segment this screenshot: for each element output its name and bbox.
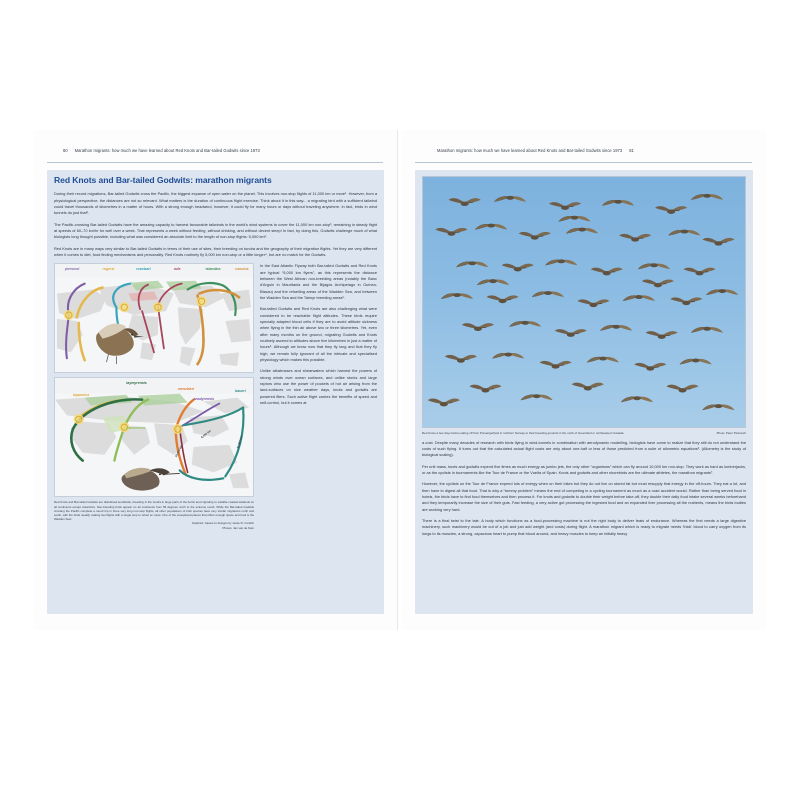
- figure-graphics-credit: Graphics: based on designs by Jesse R. Conklin: [191, 521, 254, 526]
- subspecies-label-piersmai: piersmai: [64, 266, 80, 271]
- folio-right: 81: [629, 148, 634, 153]
- photo-credit: Photo: Peter Prokosch: [716, 430, 746, 435]
- paragraph: In the East Atlantic Flyway both Bar-tailed Godwits and Red Knots are typical “5,000 km flyers”, as this represents the distance between the West African non-breeding areas (notably the Banc d'Arguin in Mauritania and the Bijagós Archipelago in Guinea-Bissau) and the refuelling areas of the Wadden Sea, and between the Wadden Sea and the Taimyr breeding areas⁵.: [260, 263, 377, 301]
- left-page: [33, 130, 398, 630]
- distance-label-10000km: 10,000 km: [173, 444, 184, 459]
- article-title: Red Knots and Bar-tailed Godwits: marathon migrants: [54, 175, 272, 185]
- article-panel-left: [47, 170, 384, 614]
- paragraph: Unlike albatrosses and shearwaters which harvest the powers of strong winds over ocean surfaces, and unlike storks and large raptors who use the power of pockets of hot air arising from the land-surfaces on nice weather days, knots and godwits are powered fliers. Such active flight carries the benefits of speed and self-control, but it comes at: [260, 368, 377, 405]
- subspecies-label-menzbieri: menzbieri: [177, 386, 195, 391]
- red-knot-migration-figure: [54, 263, 254, 373]
- subspecies-label-roselaari: roselaari: [136, 266, 151, 271]
- subspecies-label-taymyrensis: taymyrensis: [126, 380, 147, 385]
- photo-caption: Red Knots a few days before taking off from Porsangerfjord in northern Norway to their breeding grounds in the north of Greenland or northeastern Canada.: [422, 430, 625, 435]
- paragraph: During their record migrations, Bar-tailed Godwits cross the Pacific, the biggest expanse of open water on the planet. This involves non-stop flights of 11,000 km or more¹. However, from a physiological perspective, the distances are not so relevant. What matters is the duration of continuous flight exercise. Think about it in this way... a migrating bird with a sufficient tailwind could travel thousands of kilometres in a matter of hours. With a strong enough headwind, however, it could fly for many hours or days without traveling anywhere. In fact, birds in wind tunnels do just that².: [54, 191, 377, 216]
- paragraph: Bar-tailed Godwits and Red Knots are also challenging what were considered to be reachable flight altitudes. These birds require specially adapted blood cells if they are to avoid altitude sickness when flying in the thin air above two or three kilometres. Yet, even after many months on the ground, migrating Godwits and Knots routinely ascend to altitudes above five kilometres in just a matter of hours⁶. Although we know now that they fly long and that they fly high, we remain fully ignorant of all the intricate and specialised physiology which makes this possible.: [260, 306, 377, 362]
- godwit-map-canvas: [55, 378, 253, 496]
- running-head-left: [47, 148, 383, 163]
- article-panel-right: [415, 170, 753, 614]
- subspecies-label-islandica: islandica: [205, 266, 221, 271]
- figure-photos-credit: Photos: Jan van de Kam: [222, 525, 254, 530]
- distance-label-11000km: 11,000 km: [235, 434, 244, 449]
- figure-caption: Red Knots and Bar-tailed Godwits are distributed worldwide, breeding in the tundra in large parts of the Arctic and migrating to suitable coastal wetlands on all continents except Antarctica. Non-breeding birds appear on all continents from 55 degrees north to the extreme south. While the Bar-tailed Godwits crossing the Pacific complete a round trip in three very long non-stop flights, all other populations of both species have very similar migrations north and south, with the birds usually making two flights with a single stop to refuel en route. One of the exceptional places that offers enough space and food is the Wadden Sea!: [54, 500, 254, 522]
- paragraph: There is a final twist to the tale. A body which functions as a food-processing machine is not the right body to deliver feats of endurance. Whereas the first needs a large digestive machinery, such machinery would be out of a job and just add weight (and costs) during flight. A marathon migrant which is ready to migrate needs 'thick' blood to carry oxygen from its lungs to its muscles, a strong, capacious heart to pump that blood around, and heavy muscles to keep an initially heavy: [422, 518, 746, 536]
- paragraph: a cost. Despite many decades of research with birds flying in wind-tunnels in combination with aerodynamic modelling, biologists have come to realize that they still do not understand the costs of such flying. It turns out that the calculated actual flight costs are only about one-half or less of those predicted from a suite of allometric equations². (Allometry is the study of biological scaling).: [422, 439, 746, 458]
- subspecies-label-yamalensis: yamalensis: [126, 425, 146, 430]
- folio-left: 80: [63, 148, 68, 153]
- paragraph: Red Knots are in many ways very similar to Bar-tailed Godwits in terms of their use of sites, their breeding on tundra and the geography of their migration flights. Yet they are very different when it comes to diet, food finding mechanisms and personality. Red Knots routinely fly 5,000 km non-stop or a little longer⁴, but are no match for the Godwits.: [54, 245, 377, 258]
- red-knot-map-canvas: [55, 264, 253, 372]
- subspecies-label-canutus: canutus: [235, 266, 249, 271]
- text-column: [260, 263, 377, 411]
- paragraph: However, the cyclists on the Tour de France expend lots of energy when on their bikes but they do not live on stored fat but must resupply that energy in the off-hours. They eat a lot, and then have to digest all that food. That is why a “tummy problem” means the end of competing in a cycling tournament as much as a road accident would. Rather than being served food in hotels, the birds have to find food themselves and then process it. For knots and godwits to double their weight before take-off, they double their daily food intake several weeks beforehand and they temporarily increase the size of their guts. Fast feeding, a very active gut processing the ingested food and an expanded liver processing all the nutrients, means the birds bodies are working very hard.: [422, 481, 746, 512]
- running-head-right: [415, 148, 752, 163]
- right-page: [401, 130, 766, 630]
- paragraph: The Pacific-crossing Bar-tailed Godwits have the amazing capacity to harvest favourable tailwinds in the world's wind systems to cover the 11,000 km non-stop³, remaining in steady flight at speeds of 60–70 km/hr for well over a week. That represents a week without feeding, without drinking, and without decent sleep! In fact, by doing this, Godwits challenge much of what biologists long thought possible, including what was considered an absolute limit to the length of non-stop flights: 5,000 km².: [54, 221, 377, 240]
- running-head-text-right: Marathon migrants: how much we have learned about Red Knots and Bar-tailed Godwits since 1973: [437, 148, 623, 153]
- photo-caption-row: [422, 431, 746, 435]
- subspecies-label-rogersi: rogersi: [102, 266, 115, 271]
- figure-text-columns: [54, 263, 377, 529]
- flock-photo-svg: [423, 177, 745, 427]
- subspecies-label-lapponica: lapponica: [72, 392, 90, 397]
- distance-label-8000km: 8,000 km: [199, 428, 212, 439]
- subspecies-label-rufa: rufa: [173, 266, 181, 271]
- red-knots-flock-photo: [422, 176, 746, 428]
- subspecies-label-baueri: baueri: [235, 389, 246, 394]
- red-knot-map-svg: [55, 264, 253, 372]
- figure-column: [54, 263, 254, 529]
- running-head-text-left: Marathon migrants: how much we have learned about Red Knots and Bar-tailed Godwits since 1973: [74, 148, 260, 153]
- paragraph: Per unit mass, knots and godwits expend five times as much energy as jumbo jets, the only other “organisms” which can fly around 10,000 km non-stop. They work as hard as lumberjacks, or as the cyclists in tournaments like the Tour de France or the Vuelta of Spain. Knots and godwits and other shorebirds are the ultimate athletes, the marathon migrants⁷.: [422, 463, 746, 476]
- subspecies-label-anadyrensis: anadyrensis: [193, 397, 215, 402]
- godwit-migration-figure: [54, 377, 254, 497]
- godwit-map-svg: [55, 378, 253, 496]
